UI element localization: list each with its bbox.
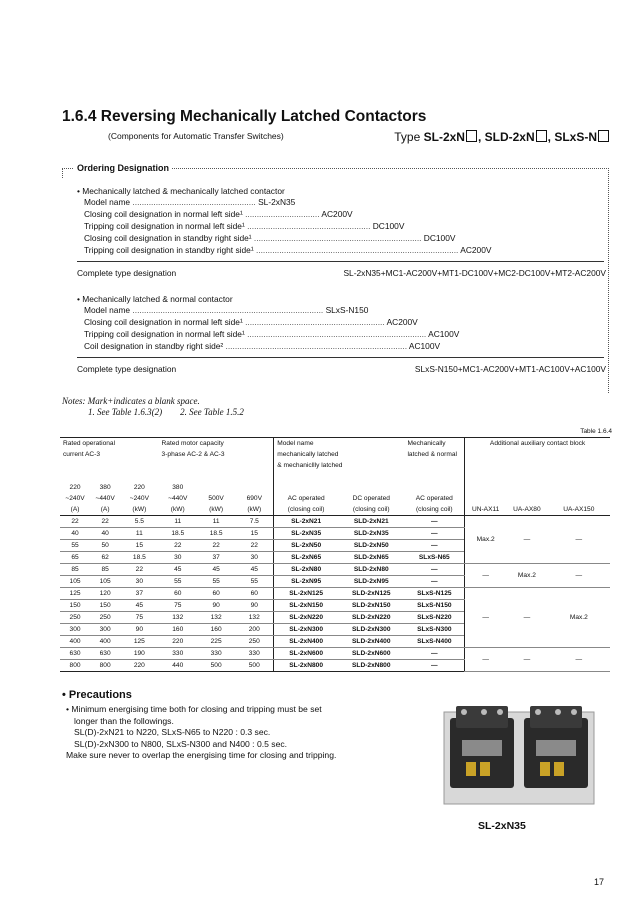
table-cell: SL-2xN800 — [274, 660, 338, 672]
table-cell: 220 — [120, 660, 158, 672]
divider — [77, 261, 604, 262]
table-cell: 90 — [197, 600, 235, 612]
table-cell: 22 — [197, 540, 235, 552]
table-cell: 120 — [90, 588, 120, 600]
precautions-text: • Minimum energising time both for closing and tripping must be set longer than the followings. SL(D)-2xN21 to N220, SLxS-N65 to N220 : 0.3 sec. SL(D)-2xN300 to N800, SLxS-N300 and N400 : 0.5 sec. Make sure never to overlap the energising time for closing and tripping. — [66, 704, 337, 760]
table-cell: 630 — [90, 648, 120, 660]
aux-contact-cell: Max.2 — [548, 588, 610, 648]
table-cell: 40 — [90, 528, 120, 540]
notes: Notes: Mark+indicates a blank space. 1. See Table 1.6.3(2) 2. See Table 1.5.2 — [62, 396, 244, 417]
aux-contact-cell: — — [465, 588, 507, 648]
section1-bullet: • Mechanically latched & mechanically latched contactor — [77, 186, 285, 196]
table-cell: SL-2xN400 — [274, 636, 338, 648]
table-cell: 75 — [120, 612, 158, 624]
table-cell: 300 — [90, 624, 120, 636]
table-cell: 630 — [60, 648, 90, 660]
table-cell: 55 — [197, 576, 235, 588]
aux-contact-cell: — — [465, 648, 507, 672]
table-cell: SL-2xN21 — [274, 516, 338, 528]
table-cell: 40 — [60, 528, 90, 540]
table-cell: 15 — [120, 540, 158, 552]
table-cell: SLD-2xN800 — [338, 660, 404, 672]
table-cell: SL-2xN50 — [274, 540, 338, 552]
table-cell: 160 — [197, 624, 235, 636]
page-title: 1.6.4 Reversing Mechanically Latched Contactors — [62, 108, 427, 125]
table-subheader-cell: (closing coil) — [404, 504, 464, 516]
table-subheader-cell: 500V — [208, 495, 224, 502]
table-subheader-cell: ~440V — [95, 495, 115, 502]
table-cell: 15 — [235, 528, 273, 540]
page-subtitle: (Components for Automatic Transfer Switches) — [108, 131, 284, 141]
table-subheader-cell: ~240V — [129, 495, 149, 502]
table-cell: 330 — [235, 648, 273, 660]
table-cell: 37 — [197, 552, 235, 564]
section1-line: Model name ..................................................... SL-2xN35 — [84, 197, 296, 207]
section1-line: Tripping coil designation in standby right side¹ ....................................................................................... AC200V — [84, 245, 492, 255]
table-subheader-cell: UA-AX150 — [548, 504, 610, 516]
table-cell: 160 — [159, 624, 197, 636]
table-cell: 330 — [197, 648, 235, 660]
table-cell: 37 — [120, 588, 158, 600]
blank-box-icon — [536, 130, 547, 142]
table-cell: 250 — [60, 612, 90, 624]
table-cell: 5.5 — [120, 516, 158, 528]
aux-contact-cell: — — [548, 516, 610, 564]
table-subheader-cell: (closing coil) — [338, 504, 404, 516]
table-cell: 190 — [120, 648, 158, 660]
table-cell: 45 — [197, 564, 235, 576]
table-cell: — — [404, 564, 464, 576]
table-subheader-cell — [506, 493, 548, 504]
table-subheader-cell: AC operated — [415, 495, 453, 502]
table-cell: 125 — [60, 588, 90, 600]
table-cell: 55 — [60, 540, 90, 552]
table-subheader-cell — [274, 482, 338, 493]
table-cell: 132 — [235, 612, 273, 624]
table-cell: 90 — [235, 600, 273, 612]
table-cell: SLxS-N400 — [404, 636, 464, 648]
type-designation: Type SL-2xN , SLD-2xN , SLxS-N — [394, 130, 610, 144]
section2-line: Coil designation in standby right side² .............................................................................. AC100V — [84, 341, 441, 351]
table-cell: 500 — [197, 660, 235, 672]
table-cell: 125 — [120, 636, 158, 648]
table-row — [60, 588, 610, 600]
table-cell: 800 — [90, 660, 120, 672]
table-cell: 132 — [159, 612, 197, 624]
table-cell: SLxS-N220 — [404, 612, 464, 624]
table-cell: 11 — [159, 516, 197, 528]
section1-line: Tripping coil designation in normal left side¹ ..................................................... DC100V — [84, 221, 405, 231]
table-subheader-cell — [548, 493, 610, 504]
table-cell: SLD-2xN125 — [338, 588, 404, 600]
precautions-heading: • Precautions — [62, 689, 132, 701]
table-cell: SLxS-N150 — [404, 600, 464, 612]
table-cell: 200 — [235, 624, 273, 636]
table-subheader-cell: 690V — [246, 495, 262, 502]
table-cell: SLxS-N125 — [404, 588, 464, 600]
table-cell: 18.5 — [159, 528, 197, 540]
table-subheader-cell: 380 — [99, 484, 111, 491]
table-cell: 440 — [159, 660, 197, 672]
table-subheader-cell: ~240V — [65, 495, 85, 502]
blank-box-icon — [466, 130, 477, 142]
table-cell: SLD-2xN80 — [338, 564, 404, 576]
table-cell: 85 — [60, 564, 90, 576]
divider — [77, 357, 604, 358]
spec-table: Rated operational Rated motor capacity Model name Mechanically Additional auxiliary contact block current AC-3 3-phase AC-2 & AC-3 mechanically latched latched & normal & mechanicllly latched 220 380 220 380 ~240V ~440V ~240V ~440V 500V 690V AC operated DC operated AC operated (A) (A) (kW) (kW) (kW) (kW) (closing coil) (closing coil) (closing coil) UN-AX11 UA-AX80 UA-AX150 22 22 5.5 11 11 7.5 SL-2xN21 SLD-2xN21 — Max.2 — — 40 40 11 18.5 18.5 15 SL-2xN35 SLD-2xN35 — 55 50 15 22 22 22 SL-2xN50 SLD-2xN50 — 65 62 18.5 30 37 30 SL-2xN65 SLD-2xN65 SLxS-N65 85 85 22 45 45 45 SL-2xN80 SLD-2xN80 — — Max.2 — 105 105 30 55 55 55 SL-2xN95 SLD-2xN95 — 125 120 37 60 60 60 SL-2xN125 SLD-2xN125 SLxS-N125 — — Max.2 150 150 45 75 90 90 SL-2xN150 SLD-2xN150 SLxS-N150 250 250 75 132 132 132 SL-2xN220 SLD-2xN220 SLxS-N220 300 300 90 160 160 200 SL-2xN300 SLD-2xN300 SLxS-N300 400 400 125 220 225 250 SL-2xN400 SLD-2xN400 SLxS-N400 630 630 190 330 330 330 SL-2xN600 SLD-2xN600 — — — — 800 800 220 440 500 500 SL-2xN800 SLD-2xN800 — — [60, 437, 610, 672]
table-subheader-cell: AC operated — [274, 493, 338, 504]
table-cell: 90 — [120, 624, 158, 636]
table-cell: 75 — [159, 600, 197, 612]
table-cell: SLD-2xN300 — [338, 624, 404, 636]
table-subheader-cell: ~440V — [168, 495, 188, 502]
table-subheader-cell — [197, 482, 235, 493]
ordering-box-edge — [62, 168, 63, 178]
table-cell: SL-2xN600 — [274, 648, 338, 660]
table-cell: 45 — [120, 600, 158, 612]
table-cell: 22 — [159, 540, 197, 552]
table-subheader-cell: 380 — [172, 484, 184, 491]
section1-line: Closing coil designation in standby right side¹ ........................................................................ DC100V — [84, 233, 456, 243]
table-subheader-cell: (kW) — [159, 504, 197, 516]
section2-complete-label: Complete type designation — [77, 364, 177, 374]
blank-box-icon — [598, 130, 609, 142]
table-row — [60, 648, 610, 660]
table-subheader-cell — [235, 482, 273, 493]
table-cell: SLD-2xN50 — [338, 540, 404, 552]
table-cell: 11 — [120, 528, 158, 540]
table-cell: SLD-2xN150 — [338, 600, 404, 612]
table-cell: SL-2xN300 — [274, 624, 338, 636]
table-cell: SL-2xN220 — [274, 612, 338, 624]
table-cell: 250 — [90, 612, 120, 624]
section1-line: Closing coil designation in normal left side¹ ................................ AC200V — [84, 209, 353, 219]
table-cell: SLD-2xN600 — [338, 648, 404, 660]
table-cell: 150 — [90, 600, 120, 612]
table-cell: 132 — [197, 612, 235, 624]
table-cell: — — [404, 576, 464, 588]
table-cell: SL-2xN95 — [274, 576, 338, 588]
table-cell: SLD-2xN400 — [338, 636, 404, 648]
table-cell: 22 — [90, 516, 120, 528]
table-cell: 55 — [159, 576, 197, 588]
table-cell: SLxS-N300 — [404, 624, 464, 636]
section1-complete-value: SL-2xN35+MC1-AC200V+MT1-DC100V+MC2-DC100V+MT2-AC200V — [343, 268, 606, 278]
page-number: 17 — [593, 877, 604, 887]
table-subheader-cell — [338, 482, 404, 493]
table-cell: SLxS-N65 — [404, 552, 464, 564]
table-cell: 85 — [90, 564, 120, 576]
table-cell: — — [404, 660, 464, 672]
table-cell: 105 — [90, 576, 120, 588]
table-cell: 18.5 — [197, 528, 235, 540]
table-cell: 800 — [60, 660, 90, 672]
table-cell: 250 — [235, 636, 273, 648]
table-cell: 62 — [90, 552, 120, 564]
table-label: Table 1.6.4 — [580, 428, 612, 435]
table-subheader-cell — [506, 482, 548, 493]
table-cell: 30 — [120, 576, 158, 588]
section2-line: Closing coil designation in normal left side¹ ............................................................ AC200V — [84, 317, 418, 327]
table-subheader-cell: (A) — [60, 504, 90, 516]
section2-line: Tripping coil designation in normal left side¹ ............................................................................. AC100V — [84, 329, 460, 339]
photo-caption: SL-2xN35 — [478, 820, 526, 832]
table-cell: SLD-2xN95 — [338, 576, 404, 588]
table-cell: — — [404, 528, 464, 540]
table-cell: SL-2xN125 — [274, 588, 338, 600]
aux-contact-cell: — — [548, 648, 610, 672]
table-subheader-cell — [404, 482, 464, 493]
table-cell: 7.5 — [235, 516, 273, 528]
table-subheader-cell — [465, 493, 507, 504]
section1-complete-label: Complete type designation — [77, 268, 177, 278]
aux-contact-cell: — — [506, 516, 548, 564]
table-subheader-cell — [548, 482, 610, 493]
table-cell: 330 — [159, 648, 197, 660]
table-cell: 105 — [60, 576, 90, 588]
table-subheader-cell: UA-AX80 — [506, 504, 548, 516]
table-cell: 50 — [90, 540, 120, 552]
table-row — [60, 564, 610, 576]
table-cell: 22 — [120, 564, 158, 576]
table-cell: 300 — [60, 624, 90, 636]
table-cell: 22 — [235, 540, 273, 552]
table-cell: 55 — [235, 576, 273, 588]
table-cell: 60 — [197, 588, 235, 600]
table-cell: 500 — [235, 660, 273, 672]
table-cell: 22 — [60, 516, 90, 528]
aux-contact-cell: Max.2 — [465, 516, 507, 564]
section2-complete-value: SLxS-N150+MC1-AC200V+MT1-AC100V+AC100V — [414, 364, 606, 374]
table-cell: 30 — [159, 552, 197, 564]
section2-bullet: • Mechanically latched & normal contactor — [77, 294, 233, 304]
aux-contact-cell: — — [548, 564, 610, 588]
table-cell: 11 — [197, 516, 235, 528]
table-cell: 65 — [60, 552, 90, 564]
table-subheader-cell: (closing coil) — [274, 504, 338, 516]
aux-contact-cell: Max.2 — [506, 564, 548, 588]
table-cell: 60 — [235, 588, 273, 600]
aux-contact-cell: — — [506, 588, 548, 648]
table-cell: — — [404, 516, 464, 528]
table-cell: 150 — [60, 600, 90, 612]
table-cell: SL-2xN80 — [274, 564, 338, 576]
table-cell: SLD-2xN65 — [338, 552, 404, 564]
table-cell: 220 — [159, 636, 197, 648]
table-cell: SLD-2xN21 — [338, 516, 404, 528]
table-cell: SL-2xN150 — [274, 600, 338, 612]
table-subheader-cell: (A) — [90, 504, 120, 516]
table-subheader-cell: (kW) — [120, 504, 158, 516]
table-cell: SL-2xN65 — [274, 552, 338, 564]
table-cell: 400 — [60, 636, 90, 648]
table-cell: SLD-2xN220 — [338, 612, 404, 624]
table-subheader-cell: 220 — [69, 484, 81, 491]
table-cell: 60 — [159, 588, 197, 600]
aux-contact-cell: — — [465, 564, 507, 588]
aux-contact-cell: — — [506, 648, 548, 672]
table-subheader-cell: UN-AX11 — [465, 504, 507, 516]
table-cell: 18.5 — [120, 552, 158, 564]
table-subheader-cell: (kW) — [197, 504, 235, 516]
table-cell: — — [404, 540, 464, 552]
table-row — [60, 516, 610, 528]
table-subheader-cell: 220 — [133, 484, 145, 491]
table-cell: 45 — [159, 564, 197, 576]
section2-line: Model name .................................................................................. SLxS-N150 — [84, 305, 369, 315]
table-subheader-cell — [465, 482, 507, 493]
table-cell: 400 — [90, 636, 120, 648]
table-subheader-cell: (kW) — [235, 504, 273, 516]
table-cell: SLD-2xN35 — [338, 528, 404, 540]
contactor-photo — [440, 692, 602, 812]
table-subheader-cell: DC operated — [352, 495, 390, 502]
table-cell: 45 — [235, 564, 273, 576]
table-cell: 30 — [235, 552, 273, 564]
table-cell: 225 — [197, 636, 235, 648]
table-cell: SL-2xN35 — [274, 528, 338, 540]
ordering-heading: Ordering Designation — [74, 163, 172, 173]
table-cell: — — [404, 648, 464, 660]
